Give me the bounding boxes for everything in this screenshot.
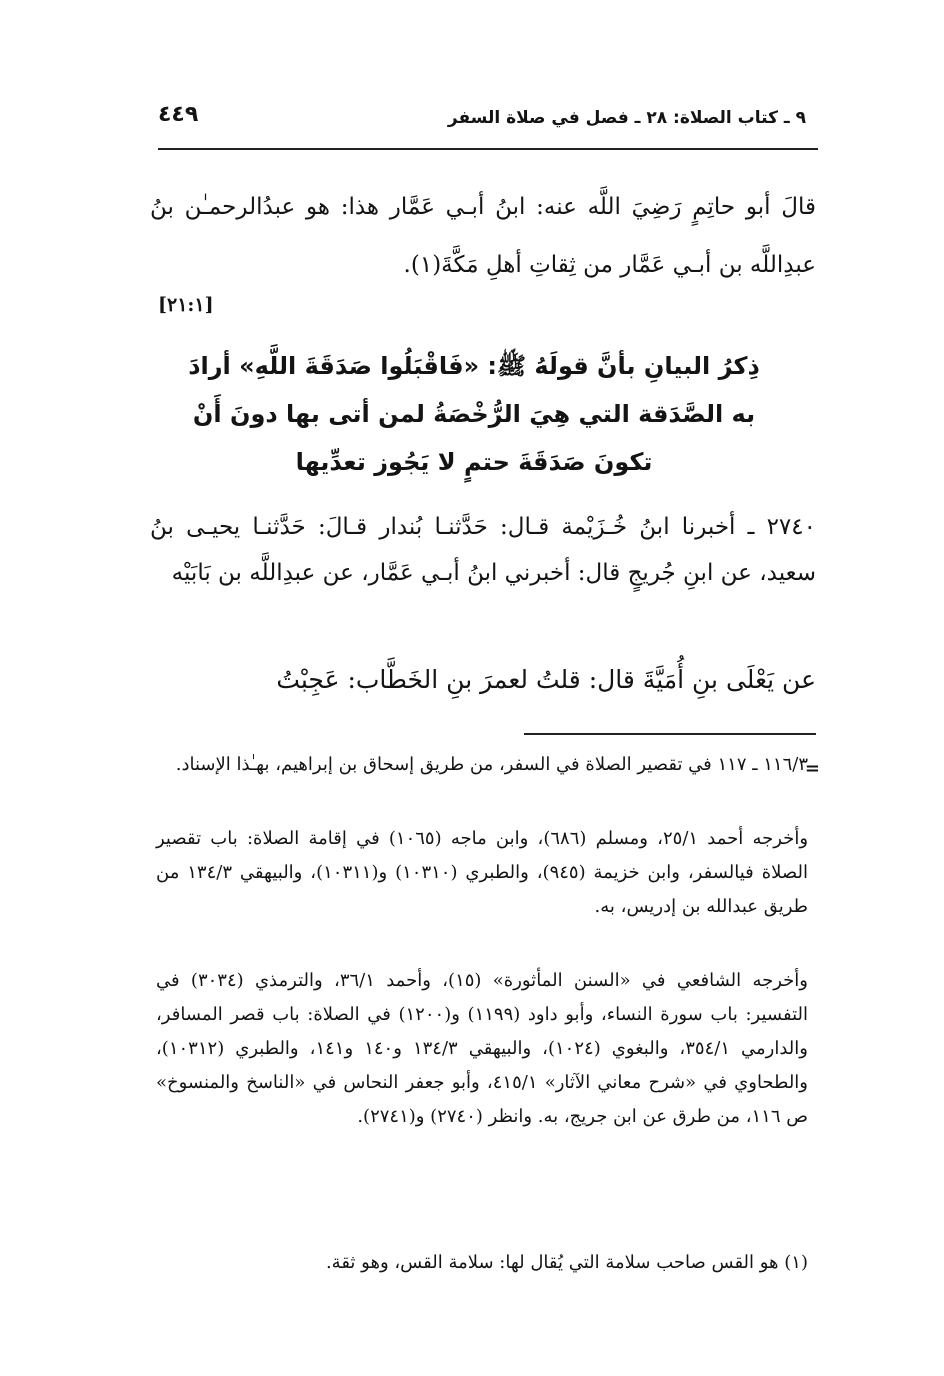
page-number: ٤٤٩ [158,102,199,127]
footnote-divider [524,733,816,735]
footnote-continuation: ١١٦/٣ ـ ١١٧ في تقصير الصلاة في السفر، من طريق إسحاق بن إبراهيم، بهـٰذا الإسناد. [175,754,808,775]
section-heading: ذِكرُ البيانِ بأنَّ قولَهُ ﷺ: «فَاقْبَلُوا صَدَقَةَ اللَّهِ» أرادَ به الصَّدَقة التي هِيَ الرُّخْصَةُ لمن أتى بها دونَ أَنْ تكونَ صَدَقَةَ حتمٍ لا يَجُوز تعدِّيها [188,352,760,476]
header-divider [158,148,818,150]
footnote-1: (١) هو القس صاحب سلامة التي يُقال لها: سلامة القس، وهو ثقة. [325,1252,808,1273]
continuation-marker: = [804,758,820,779]
footnote-takhrij-2: وأخرجه الشافعي في «السنن المأثورة» (١٥)، وأحمد ٣٦/١، والترمذي (٣٠٣٤) في التفسير: باب سورة النساء، وأبو داود (١١٩٩) و(١٢٠٠) في الصلاة: باب قصر المسافر، والدارمي ٣٥٤/١، والبغوي (١٠٢٤)، والبيهقي ١٣٤/٣ و١٤٠ و١٤١، والطبري (١٠٣١٢)، والطحاوي في «شرح معاني الآثار» ٤١٥/١، وأبو جعفر النحاس في «الناسخ والمنسوخ» ص ١١٦، من طرق عن ابن جريج، به. وانظر (٢٧٤٠) و(٢٧٤١). [156,970,808,1127]
running-header: ٩ ـ كتاب الصلاة: ٢٨ ـ فصل في صلاة السفر [447,108,806,128]
hadith-2740-isnad: ٢٧٤٠ ـ أخبرنا ابنُ خُـزَيْمة قـال: حَدَّثنـا بُندار قـالَ: حَدَّثنـا يحيـى بنُ سعيد، عن ابنِ جُريجٍ قال: أخبرني ابنُ أبـي عَمَّار، عن عبدِاللَّه بن بَابَيْه [150,514,816,586]
reference-tag: [٢١:١] [158,294,214,316]
hadith-2740-text: عن يَعْلَى بنِ أُمَيَّةَ قال: قلتُ لعمرَ بنِ الخَطَّاب: عَجِبْتُ [276,665,816,694]
paragraph-abu-hatim: قالَ أبو حاتِمٍ رَضِيَ اللَّه عنه: ابنُ أبـي عَمَّار هذا: هو عبدُالرحمـٰن بنُ عبدِاللَّه بن أبـي عَمَّار من ثِقاتِ أهلِ مَكَّةَ(١). [150,194,816,278]
footnote-takhrij-1: وأخرجه أحمد ٢٥/١، ومسلم (٦٨٦)، وابن ماجه (١٠٦٥) في إقامة الصلاة: باب تقصير الصلاة فيالسفر، وابن خزيمة (٩٤٥)، والطبري (١٠٣١٠) و(١٠٣١١)، والبيهقي ١٣٤/٣ من طريق عبدالله بن إدريس، به. [156,828,809,917]
